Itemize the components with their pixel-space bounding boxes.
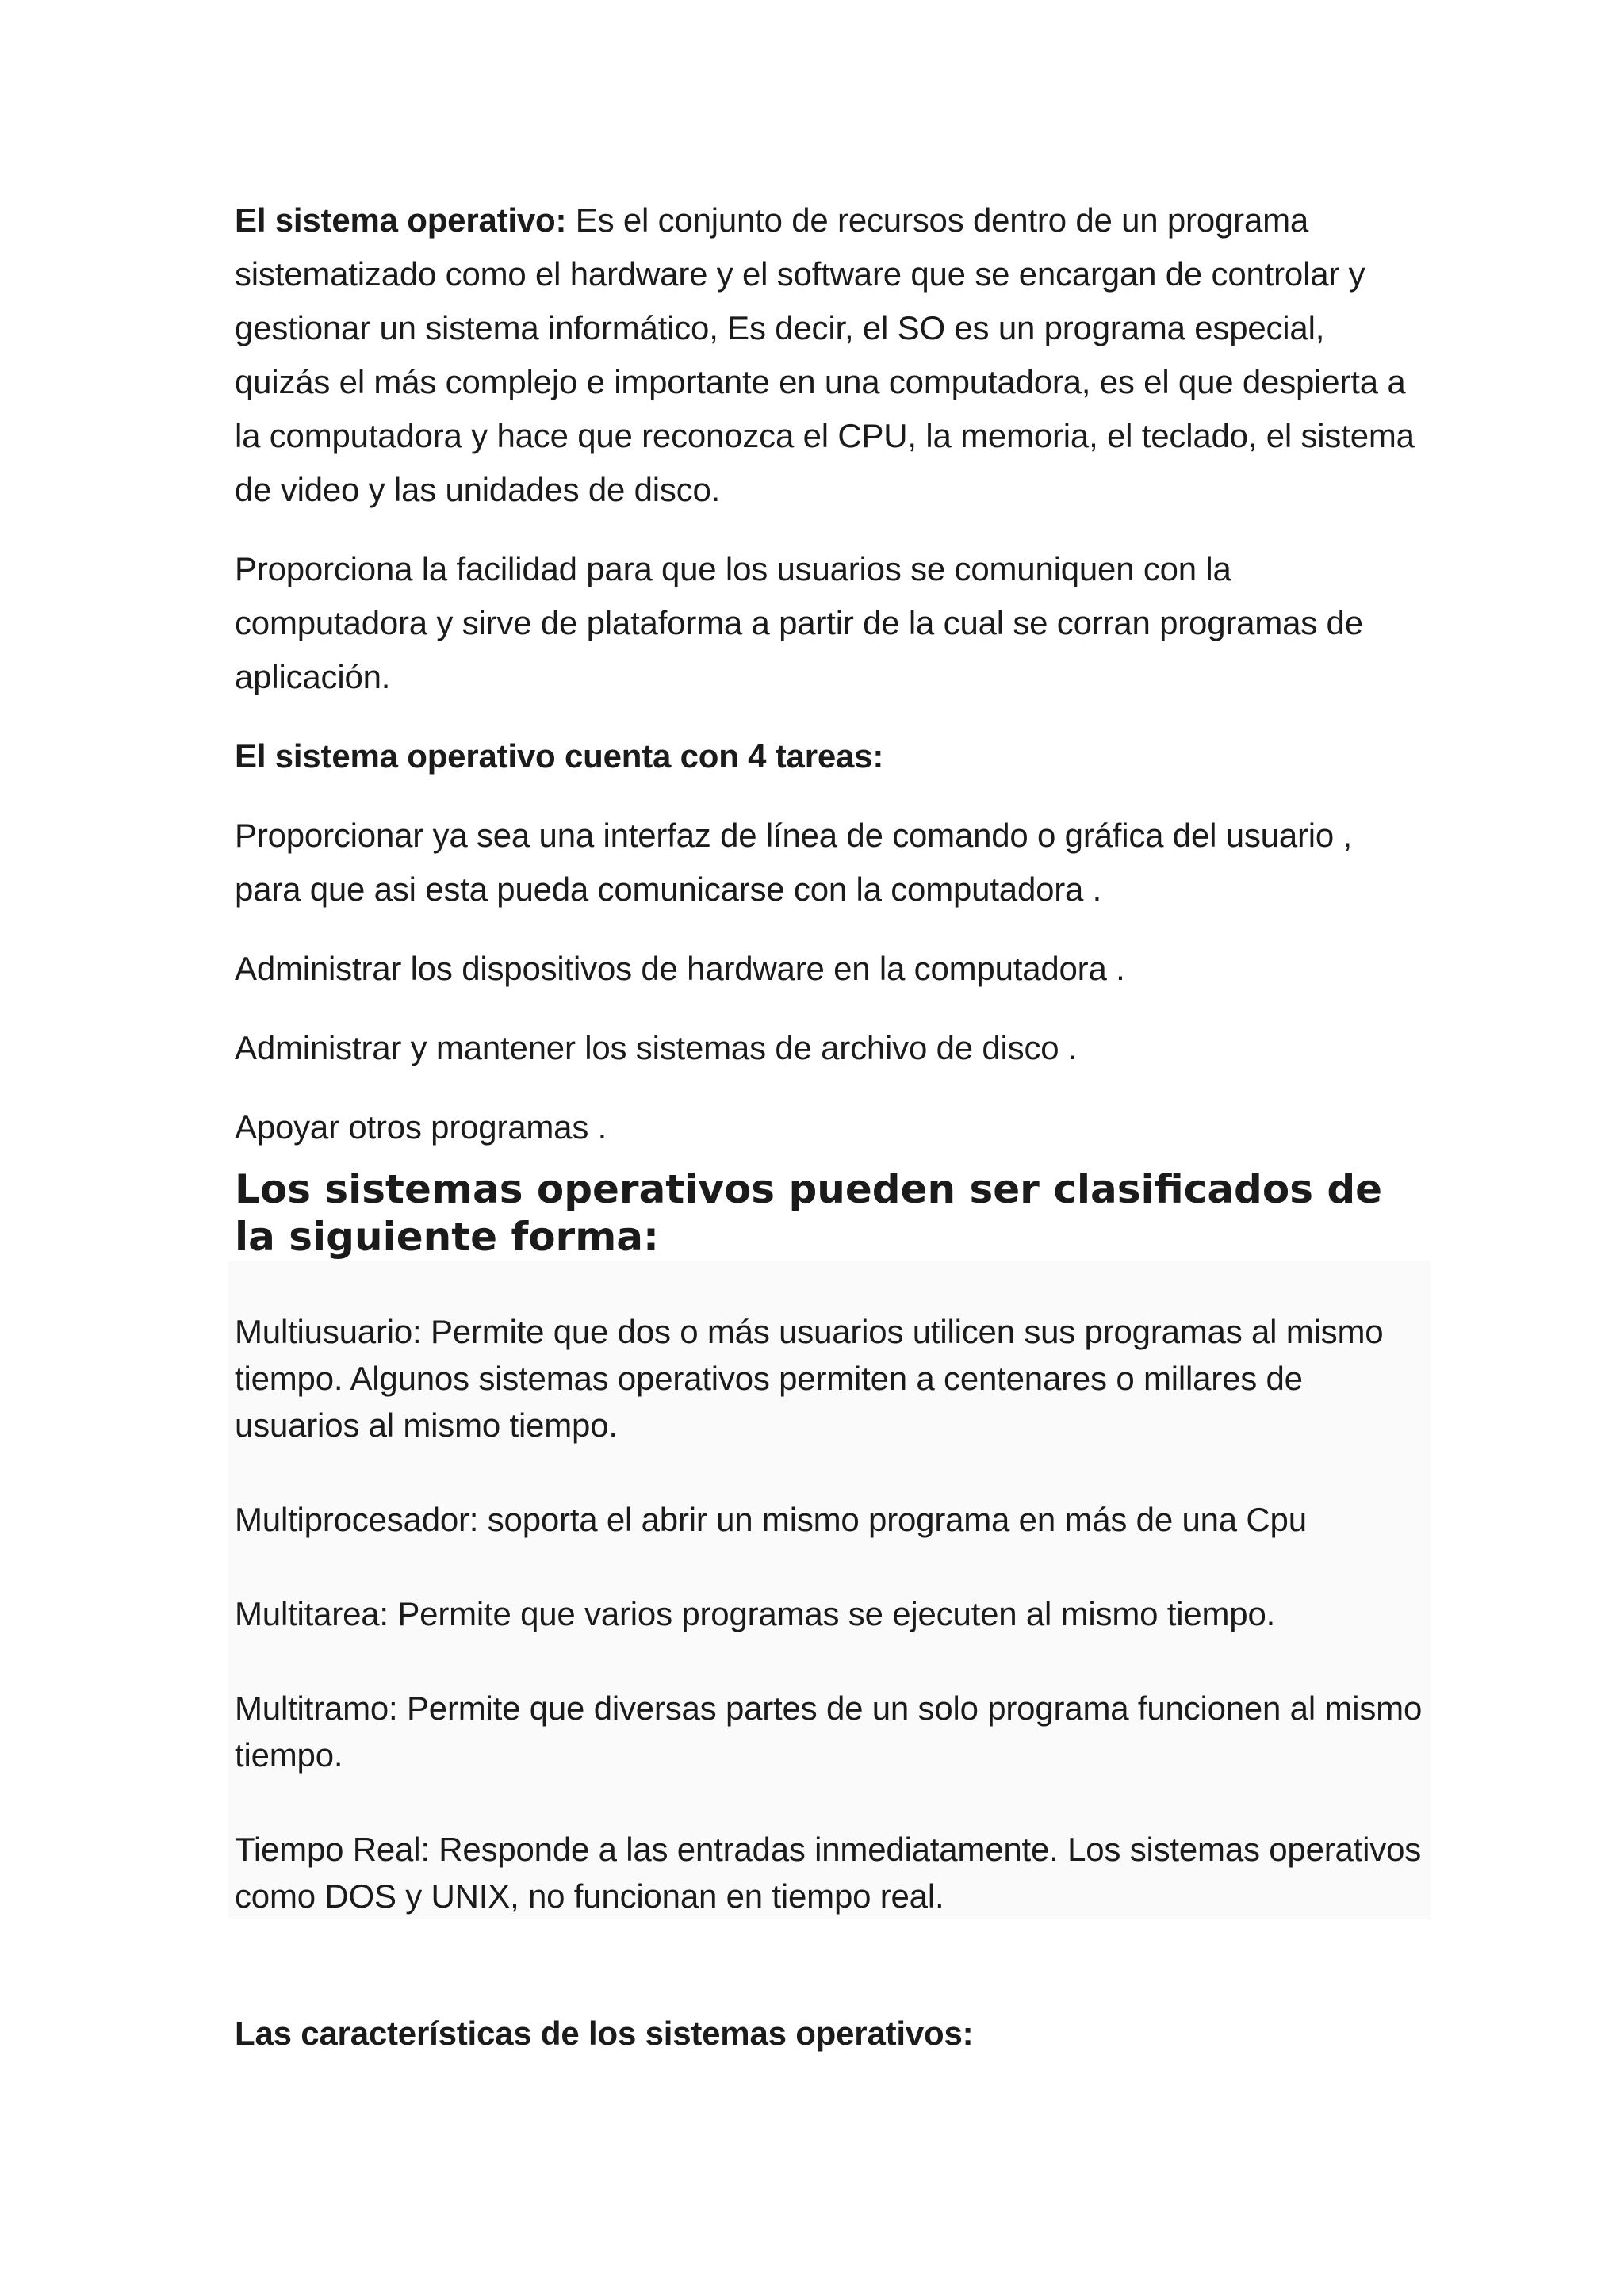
tasks-title: El sistema operativo cuenta con 4 tareas: [235, 737, 884, 775]
characteristics-title: Las características de los sistemas operativos: [235, 2015, 974, 2052]
document-body [235, 193, 1424, 2061]
intro-second-paragraph: Proporciona la facilidad para que los usuarios se comuniquen con la computadora y sirve de plataforma a partir de la cual se corran programas de aplicación. [235, 550, 1363, 695]
classification-item: Tiempo Real: Responde a las entradas inmediatamente. Los sistemas operativos como DOS y UNIX, no funcionan en tiempo real. [235, 1831, 1422, 1915]
classification-item: Multitarea: Permite que varios programas se ejecuten al mismo tiempo. [235, 1595, 1276, 1632]
classification-item: Multiprocesador: soporta el abrir un mismo programa en más de una Cpu [235, 1501, 1307, 1538]
intro-paragraph [235, 193, 1424, 517]
task-item: Administrar los dispositivos de hardware en la computadora . [235, 950, 1125, 987]
classification-item: Multiusuario: Permite que dos o más usuarios utilicen sus programas al mismo tiempo. Algunos sistemas operativos permiten a centenares o millares de usuarios al mismo tiempo. [235, 1313, 1384, 1444]
intro-lead-bold: El sistema operativo: [235, 201, 567, 239]
task-item: Administrar y mantener los sistemas de archivo de disco . [235, 1029, 1078, 1066]
task-item: Apoyar otros programas . [235, 1108, 607, 1146]
classification-item: Multitramo: Permite que diversas partes de un solo programa funcionen al mismo tiempo. [235, 1689, 1423, 1774]
classification-heading: Los sistemas operativos pueden ser clasificados de la siguiente forma: [235, 1166, 1383, 1260]
intro-lead-text: Es el conjunto de recursos dentro de un programa sistematizado como el hardware y el software que se encargan de controlar y gestionar un sistema informático, Es decir, el SO es un programa especial, quizás el más complejo e importante en una computadora, es el que despierta a la computadora y hace que reconozca el CPU, la memoria, el teclado, el sistema de video y las unidades de disco. [235, 201, 1415, 508]
task-item: Proporcionar ya sea una interfaz de línea de comando o gráfica del usuario , para que asi esta pueda comunicarse con la computadora . [235, 817, 1353, 908]
classification-list [228, 1261, 1431, 1919]
